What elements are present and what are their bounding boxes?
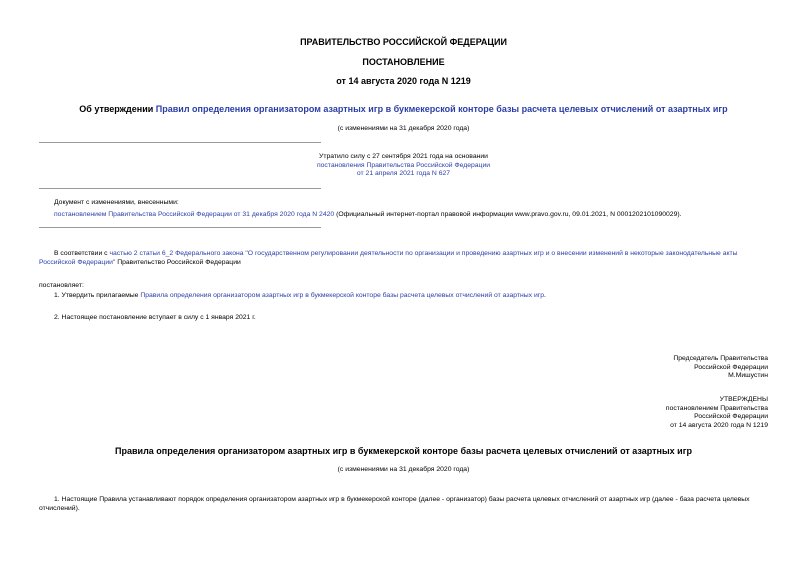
signature-name: М.Мишустин [728,372,768,380]
rules-changes-note: (с изменениями на 31 декабря 2020 года) [337,466,470,473]
divider [39,227,321,228]
item-2: 2. Настоящее постановление вступает в силу с 1 января 2021 г. [54,314,256,321]
amendments-source: (Официальный интернет-портал правовой информации www.pravo.gov.ru, 09.01.2021, N 0001202101090029). [334,210,682,218]
document-title [0,104,807,114]
amendments-label: Документ с изменениями, внесенными: [54,199,179,206]
approved-org: Российской Федерации [694,413,768,421]
expired-notice [0,153,807,179]
signature-org: Российской Федерации [694,363,768,371]
changes-note: (с изменениями на 31 декабря 2020 года) [337,125,470,132]
item-1 [54,292,774,301]
header-date-number: от 14 августа 2020 года N 1219 [336,76,471,86]
signature-position: Председатель Правительства [673,355,768,362]
header-doc-type: ПОСТАНОВЛЕНИЕ [362,57,445,67]
preamble-start: В соответствии с [54,250,110,257]
law-link[interactable]: частью 2 статьи 6_2 Федерального закона "О государственном регулировании деятельности по организации и проведению азартных игр и о внесении изменений в некоторые законодательные акты Российской Федерации" [39,250,738,266]
item-1-suffix: . [544,292,546,299]
item-1-prefix: 1. Утвердить прилагаемые [54,292,141,299]
expired-link-decree[interactable]: постановления Правительства Российской Федерации [316,161,491,169]
divider [39,142,321,143]
approved-heading: УТВЕРЖДЕНЫ [719,396,768,403]
approved-block [666,396,768,430]
amendments-block [54,199,774,219]
divider [39,188,321,189]
rules-link[interactable]: Правила определения организатором азартных игр в букмекерской конторе базы расчета целевых отчислений от азартных игр [140,292,544,299]
approved-decree: постановлением Правительства [665,404,768,412]
preamble [39,250,769,267]
header-gov: ПРАВИТЕЛЬСТВО РОССИЙСКОЙ ФЕДЕРАЦИИ [300,37,507,47]
rules-paragraph-1: 1. Настоящие Правила устанавливают порядок определения организатором азартных игр в букмекерской конторе (далее - организатор) базы расчета целевых отчислений от азартных игр (далее - база расчета целевых отчислений). [39,496,750,512]
decides-text: постановляет: [39,282,84,289]
title-prefix: Об утверждении [79,104,156,114]
title-link[interactable]: Правил определения организатором азартных игр в букмекерской конторе базы расчета целевых отчислений от азартных игр [155,104,728,114]
expired-line: Утратило силу с 27 сентября 2021 года на основании [319,153,488,160]
approved-date: от 14 августа 2020 года N 1219 [670,421,768,429]
expired-link-date[interactable]: от 21 апреля 2021 года N 627 [356,170,451,178]
preamble-end: Правительство Российской Федерации [115,258,241,266]
amendments-link[interactable]: постановлением Правительства Российской Федерации от 31 декабря 2020 года N 2420 [54,210,335,218]
signature-block [673,355,768,381]
rules-title: Правила определения организатором азартных игр в букмекерской конторе базы расчета целевых отчислений от азартных игр [115,446,692,456]
